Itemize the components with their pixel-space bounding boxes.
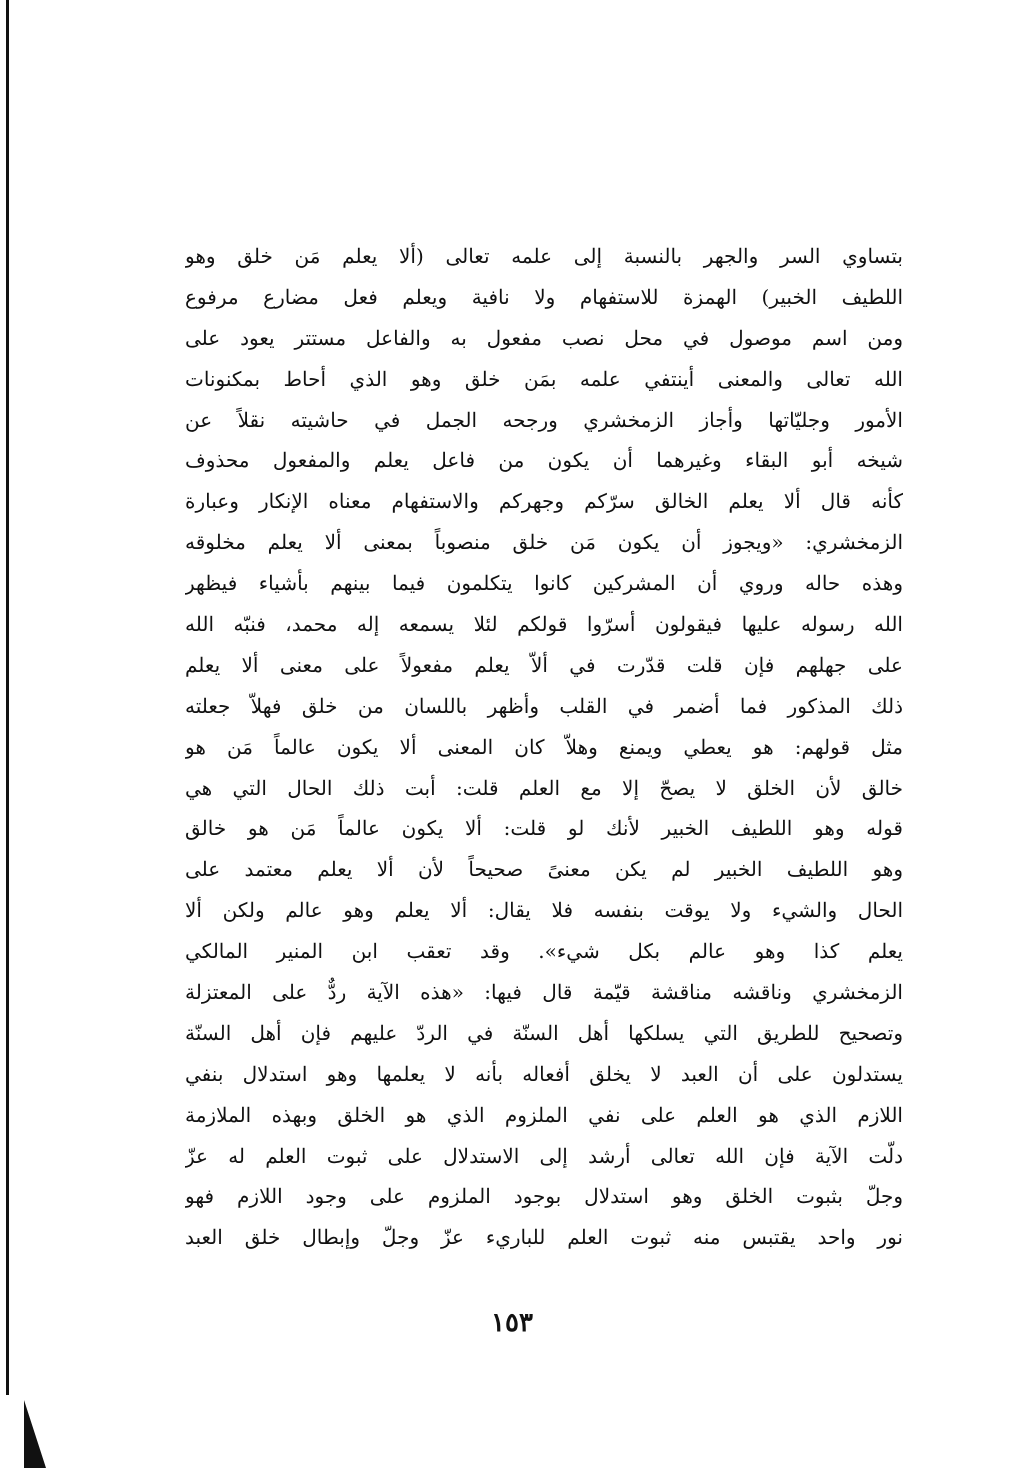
text-line: دلّت الآية فإن الله تعالى أرشد إلى الاستدلال على ثبوت العلم له عزّ	[185, 1143, 903, 1168]
text-line: اللطيف الخبير) الهمزة للاستفهام ولا نافية ويعلم فعل مضارع مرفوع	[185, 284, 903, 309]
text-line: الزمخشري وناقشه مناقشة قيّمة قال فيها: «هذه الآية ردٌّ على المعتزلة	[185, 980, 903, 1005]
text-line: بتساوي السر والجهر بالنسبة إلى علمه تعالى (ألا يعلم مَن خلق وهو	[185, 244, 903, 268]
text-line: يستدلون على أن العبد لا يخلق أفعاله بأنه لا يعلمها وهو استدلال بنفي	[185, 1061, 903, 1086]
text-line: الحال والشيء ولا يوقت بنفسه فلا يقال: ألا يعلم وهو عالم ولكن ألا	[185, 898, 903, 923]
scan-binding-edge	[6, 0, 9, 1395]
text-line: الأمور وجليّاتها وأجاز الزمخشري ورجحه الجمل في حاشيته نقلاً عن	[185, 407, 903, 432]
text-line: خالق لأن الخلق لا يصحّ إلا مع العلم قلت: أبت ذلك الحال التي هي	[185, 775, 903, 800]
text-line: ذلك المذكور فما أضمر في القلب وأظهر باللسان من خلق فهلاّ جعلته	[185, 693, 903, 718]
text-line: نور واحد يقتبس منه ثبوت العلم للباريء عزّ وجلّ وإبطال خلق العبد	[185, 1225, 903, 1250]
text-line: كأنه قال ألا يعلم الخالق سرّكم وجهركم والاستفهام معناه الإنكار وعبارة	[185, 489, 903, 514]
text-line: وهذه حاله وروي أن المشركين كانوا يتكلمون فيما بينهم بأشياء فيظهر	[185, 571, 903, 596]
text-line: الله رسوله عليها فيقولون أسرّوا قولكم لئلا يسمعه إله محمد، فنبّه الله	[185, 612, 903, 637]
text-line: الزمخشري: «ويجوز أن يكون مَن خلق منصوباً بمعنى ألا يعلم مخلوقه	[185, 530, 903, 555]
text-line: وتصحيح للطريق التي يسلكها أهل السنّة في الردّ عليهم فإن أهل السنّة	[185, 1020, 903, 1045]
text-line: ومن اسم موصول في محل نصب مفعول به والفاعل مستتر يعود على	[185, 325, 903, 350]
text-line: الله تعالى والمعنى أينتفي علمه بمَن خلق وهو الذي أحاط بمكنونات	[185, 366, 903, 391]
text-line: يعلم كذا وهو عالم بكل شيء». وقد تعقب ابن المنير المالكي	[185, 939, 903, 964]
text-line: اللازم الذي هو العلم على نفي الملزوم الذي هو الخلق وبهذه الملازمة	[185, 1102, 903, 1127]
scan-corner-mark	[24, 1400, 46, 1468]
text-line: على جهلهم فإن قلت قدّرت في ألاّ يعلم مفعولاً على معنى ألا يعلم	[185, 652, 903, 677]
text-line: قوله وهو اللطيف الخبير لأنك لو قلت: ألا يكون عالماً مَن هو خالق	[185, 816, 903, 841]
text-line: مثل قولهم: هو يعطي ويمنع وهلاّ كان المعنى ألا يكون عالماً مَن هو	[185, 734, 903, 759]
body-text	[185, 236, 903, 1258]
text-line: وجلّ بثبوت الخلق وهو استدلال بوجود الملزوم على وجود اللازم فهو	[185, 1184, 903, 1209]
page-number: ١٥٣	[491, 1308, 533, 1338]
text-line: وهو اللطيف الخبير لم يكن معنىً صحيحاً لأن ألا يعلم معتمد على	[185, 857, 903, 882]
text-line: شيخه أبو البقاء وغيرهما أن يكون من فاعل يعلم والمفعول محذوف	[185, 448, 903, 473]
